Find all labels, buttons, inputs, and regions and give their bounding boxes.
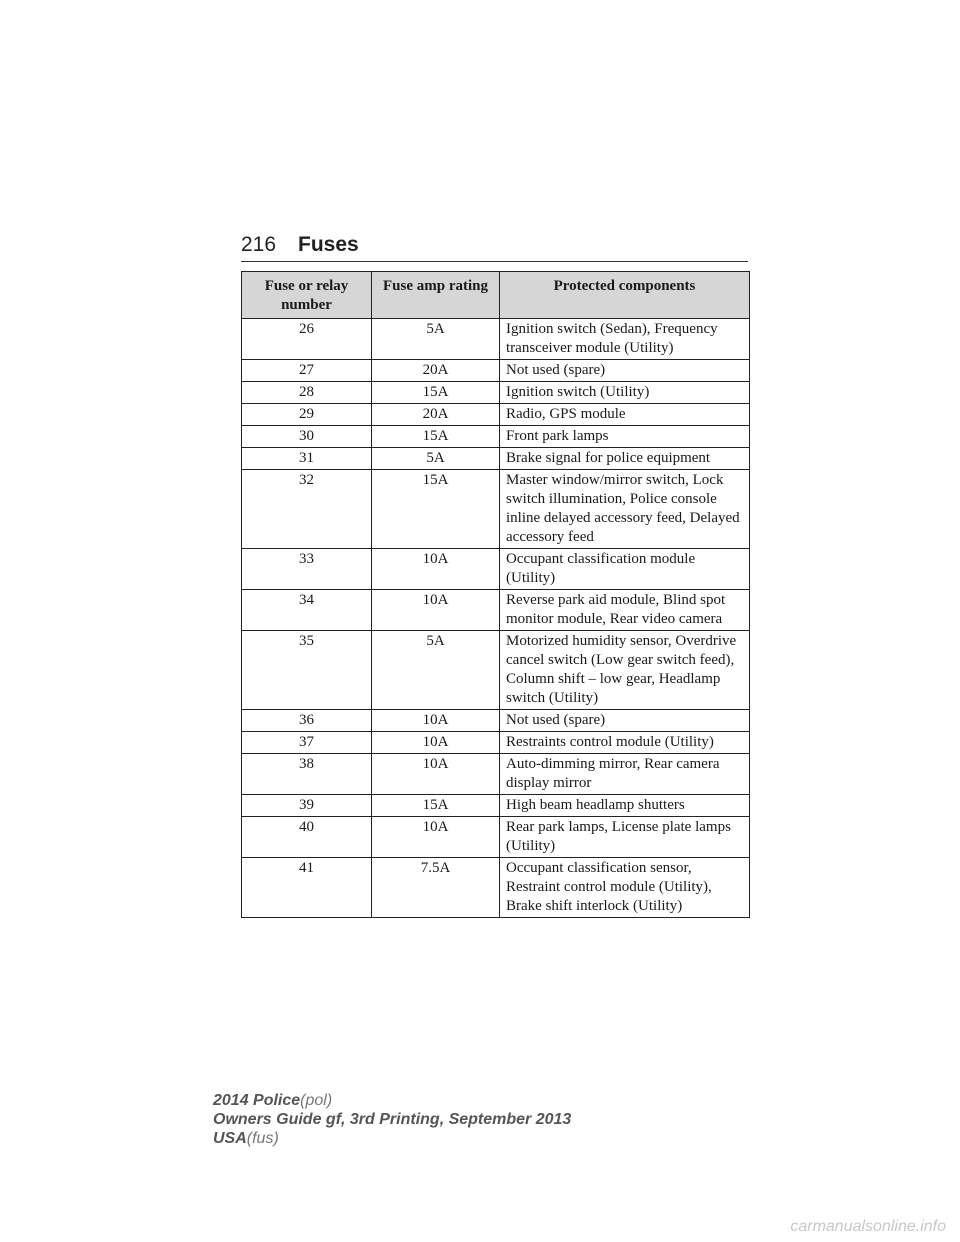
table-row bbox=[242, 732, 750, 754]
protected-components-cell: Occupant classification sensor, Restraint control module (Utility), Brake shift interlock (Utility) bbox=[500, 858, 750, 918]
fuse-number-cell: 26 bbox=[242, 319, 372, 360]
amp-rating-cell: 15A bbox=[372, 382, 500, 404]
amp-rating-cell: 10A bbox=[372, 754, 500, 795]
header-amp-rating: Fuse amp rating bbox=[372, 272, 500, 319]
amp-rating-cell: 10A bbox=[372, 549, 500, 590]
section-title: Fuses bbox=[298, 233, 359, 256]
table-row bbox=[242, 319, 750, 360]
amp-rating-cell: 10A bbox=[372, 590, 500, 631]
protected-components-cell: High beam headlamp shutters bbox=[500, 795, 750, 817]
protected-components-cell: Ignition switch (Sedan), Frequency transceiver module (Utility) bbox=[500, 319, 750, 360]
table-row bbox=[242, 549, 750, 590]
fuse-table bbox=[241, 271, 750, 918]
fuse-number-cell: 41 bbox=[242, 858, 372, 918]
protected-components-cell: Rear park lamps, License plate lamps (Utility) bbox=[500, 817, 750, 858]
amp-rating-cell: 5A bbox=[372, 319, 500, 360]
protected-components-cell: Restraints control module (Utility) bbox=[500, 732, 750, 754]
watermark: carmanualsonline.info bbox=[790, 1218, 946, 1235]
fuse-number-cell: 36 bbox=[242, 710, 372, 732]
protected-components-cell: Auto-dimming mirror, Rear camera display mirror bbox=[500, 754, 750, 795]
protected-components-cell: Motorized humidity sensor, Overdrive cancel switch (Low gear switch feed), Column shift – low gear, Headlamp switch (Utility) bbox=[500, 631, 750, 710]
table-row bbox=[242, 448, 750, 470]
table-row bbox=[242, 631, 750, 710]
document-footer bbox=[213, 1091, 571, 1148]
fuse-number-cell: 31 bbox=[242, 448, 372, 470]
table-row bbox=[242, 858, 750, 918]
fuse-number-cell: 35 bbox=[242, 631, 372, 710]
fuse-number-cell: 38 bbox=[242, 754, 372, 795]
amp-rating-cell: 15A bbox=[372, 426, 500, 448]
header-protected-components: Protected components bbox=[500, 272, 750, 319]
protected-components-cell: Occupant classification module (Utility) bbox=[500, 549, 750, 590]
amp-rating-cell: 10A bbox=[372, 732, 500, 754]
table-row bbox=[242, 470, 750, 549]
fuse-number-cell: 39 bbox=[242, 795, 372, 817]
protected-components-cell: Ignition switch (Utility) bbox=[500, 382, 750, 404]
table-row bbox=[242, 754, 750, 795]
footer-line-3: USA(fus) bbox=[213, 1130, 279, 1147]
table-row bbox=[242, 710, 750, 732]
table-header-row bbox=[242, 272, 750, 319]
fuse-number-cell: 40 bbox=[242, 817, 372, 858]
protected-components-cell: Not used (spare) bbox=[500, 710, 750, 732]
fuse-number-cell: 32 bbox=[242, 470, 372, 549]
amp-rating-cell: 10A bbox=[372, 710, 500, 732]
footer-line-1: 2014 Police(pol) bbox=[213, 1092, 333, 1109]
amp-rating-cell: 15A bbox=[372, 795, 500, 817]
protected-components-cell: Master window/mirror switch, Lock switch illumination, Police console inline delayed accessory feed, Delayed accessory feed bbox=[500, 470, 750, 549]
amp-rating-cell: 5A bbox=[372, 631, 500, 710]
protected-components-cell: Reverse park aid module, Blind spot monitor module, Rear video camera bbox=[500, 590, 750, 631]
fuse-number-cell: 37 bbox=[242, 732, 372, 754]
amp-rating-cell: 15A bbox=[372, 470, 500, 549]
amp-rating-cell: 5A bbox=[372, 448, 500, 470]
fuse-number-cell: 28 bbox=[242, 382, 372, 404]
table-row bbox=[242, 590, 750, 631]
table-row bbox=[242, 404, 750, 426]
table-row bbox=[242, 360, 750, 382]
table-row bbox=[242, 426, 750, 448]
fuse-number-cell: 29 bbox=[242, 404, 372, 426]
table-row bbox=[242, 382, 750, 404]
amp-rating-cell: 20A bbox=[372, 360, 500, 382]
table-row bbox=[242, 795, 750, 817]
amp-rating-cell: 7.5A bbox=[372, 858, 500, 918]
protected-components-cell: Front park lamps bbox=[500, 426, 750, 448]
table-row bbox=[242, 817, 750, 858]
fuse-number-cell: 30 bbox=[242, 426, 372, 448]
header-fuse-number: Fuse or relay number bbox=[242, 272, 372, 319]
fuse-number-cell: 34 bbox=[242, 590, 372, 631]
footer-line-2: Owners Guide gf, 3rd Printing, September 2013 bbox=[213, 1111, 572, 1128]
amp-rating-cell: 20A bbox=[372, 404, 500, 426]
protected-components-cell: Not used (spare) bbox=[500, 360, 750, 382]
amp-rating-cell: 10A bbox=[372, 817, 500, 858]
page-number: 216 bbox=[241, 233, 277, 256]
fuse-number-cell: 27 bbox=[242, 360, 372, 382]
protected-components-cell: Brake signal for police equipment bbox=[500, 448, 750, 470]
protected-components-cell: Radio, GPS module bbox=[500, 404, 750, 426]
page-header bbox=[241, 228, 748, 262]
fuse-number-cell: 33 bbox=[242, 549, 372, 590]
